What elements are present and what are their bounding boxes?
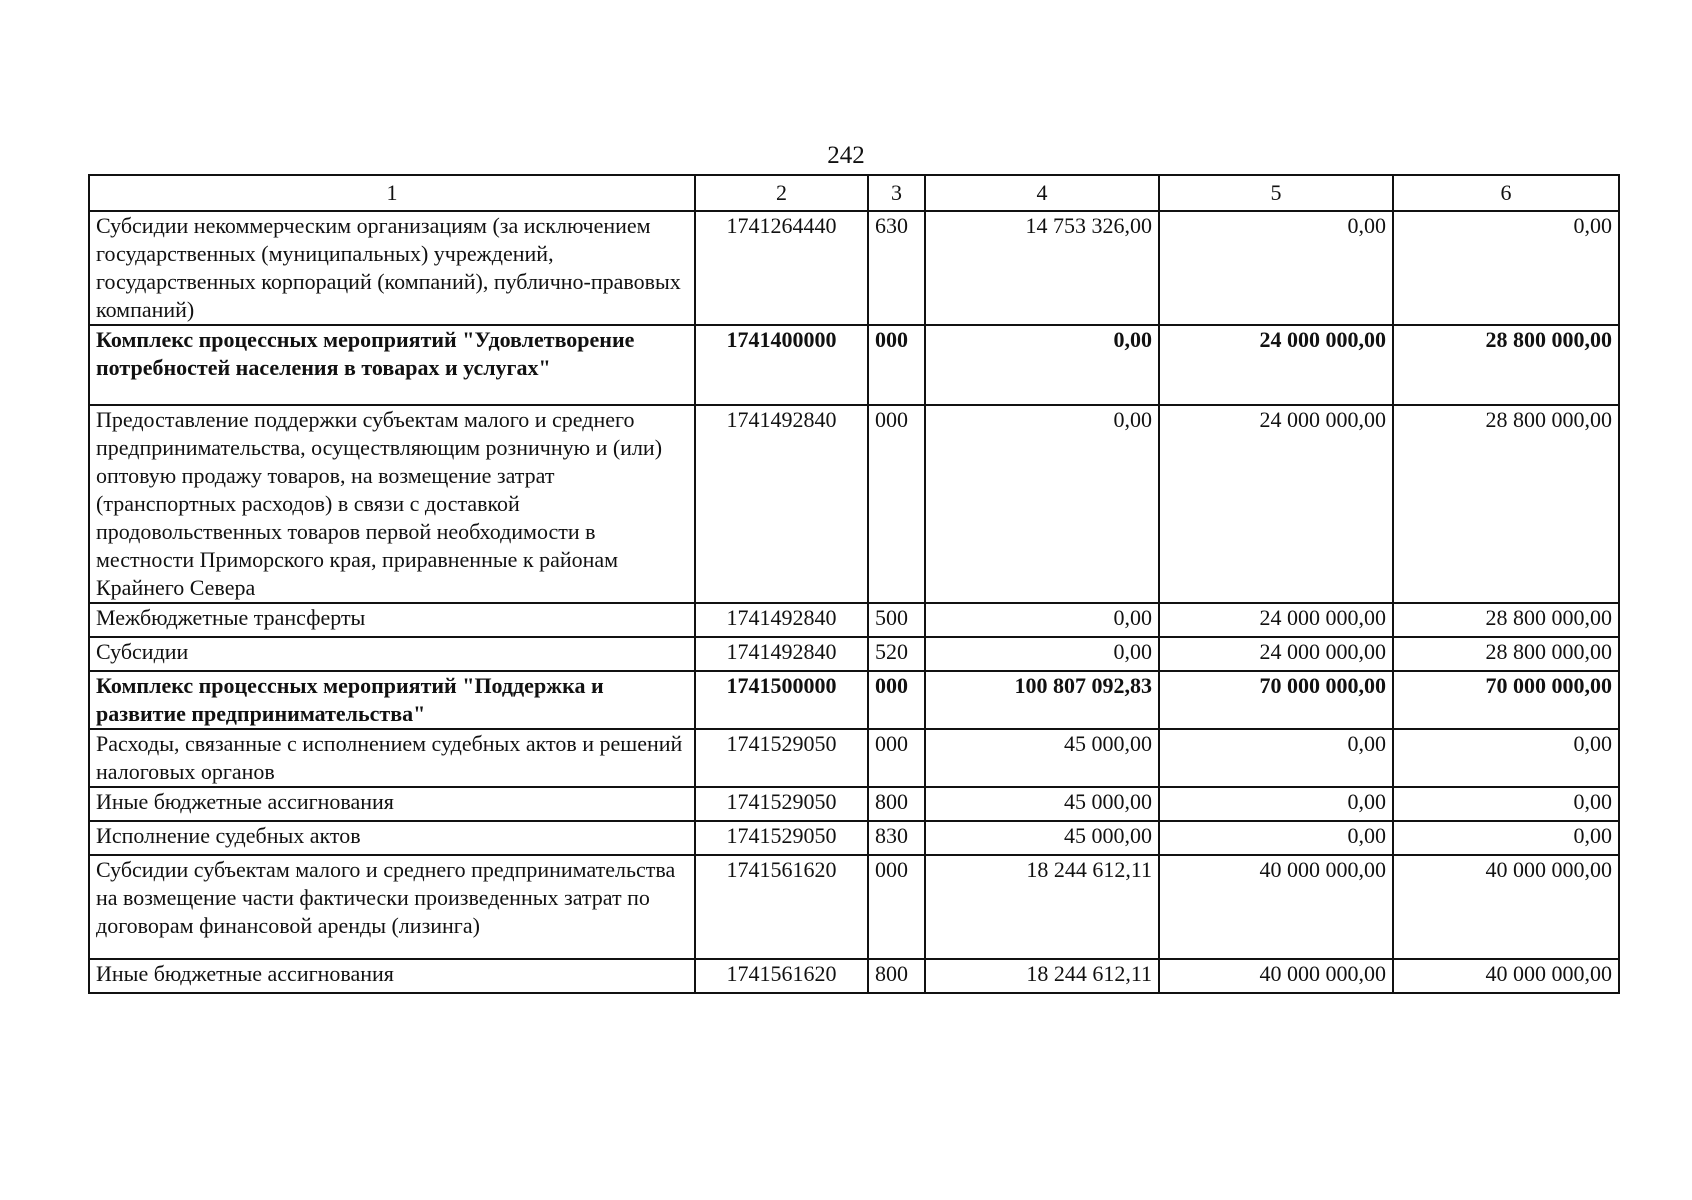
row-value-col5: 24 000 000,00 <box>1159 637 1393 671</box>
row-value-col5: 0,00 <box>1159 787 1393 821</box>
row-value-col4: 45 000,00 <box>925 729 1159 787</box>
row-code-cell: 1741561620 <box>695 959 868 993</box>
table-row <box>89 855 1619 959</box>
row-value-col6: 40 000 000,00 <box>1393 959 1619 993</box>
row-value-col4: 45 000,00 <box>925 821 1159 855</box>
row-code-cell: 1741500000 <box>695 671 868 729</box>
row-name-cell: Субсидии <box>89 637 695 671</box>
row-value-col6: 40 000 000,00 <box>1393 855 1619 959</box>
row-value-col4: 100 807 092,83 <box>925 671 1159 729</box>
row-value-col4: 45 000,00 <box>925 787 1159 821</box>
row-value-col5: 0,00 <box>1159 729 1393 787</box>
row-value-col6: 28 800 000,00 <box>1393 603 1619 637</box>
row-code-cell: 1741492840 <box>695 637 868 671</box>
row-name-cell: Иные бюджетные ассигнования <box>89 787 695 821</box>
table-row <box>89 603 1619 637</box>
row-vr-cell: 000 <box>868 729 925 787</box>
row-code-cell: 1741264440 <box>695 211 868 325</box>
row-value-col5: 0,00 <box>1159 211 1393 325</box>
row-vr-cell: 000 <box>868 325 925 405</box>
row-code-cell: 1741529050 <box>695 787 868 821</box>
column-header: 6 <box>1393 175 1619 211</box>
row-value-col4: 0,00 <box>925 405 1159 603</box>
row-value-col4: 0,00 <box>925 637 1159 671</box>
table-row <box>89 405 1619 603</box>
row-name-cell: Иные бюджетные ассигнования <box>89 959 695 993</box>
table-row <box>89 325 1619 405</box>
row-value-col5: 40 000 000,00 <box>1159 959 1393 993</box>
row-value-col4: 0,00 <box>925 603 1159 637</box>
row-code-cell: 1741492840 <box>695 603 868 637</box>
row-name-cell: Субсидии субъектам малого и среднего предпринимательства на возмещение части фактически произведенных затрат по договорам финансовой аренды (лизинга) <box>89 855 695 959</box>
row-vr-cell: 630 <box>868 211 925 325</box>
table-row <box>89 821 1619 855</box>
row-value-col6: 0,00 <box>1393 211 1619 325</box>
row-value-col5: 70 000 000,00 <box>1159 671 1393 729</box>
row-value-col6: 0,00 <box>1393 729 1619 787</box>
row-name-cell: Субсидии некоммерческим организациям (за исключением государственных (муниципальных) учреждений, государственных корпораций (компаний), публично-правовых компаний) <box>89 211 695 325</box>
column-header: 1 <box>89 175 695 211</box>
row-vr-cell: 800 <box>868 787 925 821</box>
budget-table <box>88 174 1620 994</box>
table-row <box>89 211 1619 325</box>
table-row <box>89 671 1619 729</box>
row-vr-cell: 800 <box>868 959 925 993</box>
row-name-cell: Комплекс процессных мероприятий "Поддержка и развитие предпринимательства" <box>89 671 695 729</box>
row-value-col5: 0,00 <box>1159 821 1393 855</box>
row-vr-cell: 000 <box>868 671 925 729</box>
table-row <box>89 729 1619 787</box>
row-value-col6: 0,00 <box>1393 787 1619 821</box>
row-value-col5: 24 000 000,00 <box>1159 603 1393 637</box>
row-name-cell: Исполнение судебных актов <box>89 821 695 855</box>
column-header: 5 <box>1159 175 1393 211</box>
row-code-cell: 1741492840 <box>695 405 868 603</box>
row-code-cell: 1741561620 <box>695 855 868 959</box>
row-value-col4: 0,00 <box>925 325 1159 405</box>
table-row <box>89 959 1619 993</box>
column-header: 4 <box>925 175 1159 211</box>
row-value-col4: 18 244 612,11 <box>925 959 1159 993</box>
column-header: 3 <box>868 175 925 211</box>
row-vr-cell: 500 <box>868 603 925 637</box>
row-vr-cell: 520 <box>868 637 925 671</box>
row-name-cell: Предоставление поддержки субъектам малого и среднего предпринимательства, осуществляющим розничную и (или) оптовую продажу товаров, на возмещение затрат (транспортных расходов) в связи с доставкой продовольственных товаров первой необходимости в местности Приморского края, приравненные к районам Крайнего Севера <box>89 405 695 603</box>
row-value-col5: 40 000 000,00 <box>1159 855 1393 959</box>
row-value-col5: 24 000 000,00 <box>1159 405 1393 603</box>
row-value-col6: 28 800 000,00 <box>1393 325 1619 405</box>
header-row <box>89 175 1619 211</box>
row-value-col6: 28 800 000,00 <box>1393 637 1619 671</box>
page-number: 242 <box>827 142 865 169</box>
row-value-col4: 18 244 612,11 <box>925 855 1159 959</box>
row-name-cell: Комплекс процессных мероприятий "Удовлетворение потребностей населения в товарах и услугах" <box>89 325 695 405</box>
table-row <box>89 637 1619 671</box>
row-code-cell: 1741400000 <box>695 325 868 405</box>
row-name-cell: Межбюджетные трансферты <box>89 603 695 637</box>
row-name-cell: Расходы, связанные с исполнением судебных актов и решений налоговых органов <box>89 729 695 787</box>
row-value-col6: 0,00 <box>1393 821 1619 855</box>
row-vr-cell: 830 <box>868 821 925 855</box>
row-vr-cell: 000 <box>868 855 925 959</box>
row-value-col4: 14 753 326,00 <box>925 211 1159 325</box>
row-value-col6: 70 000 000,00 <box>1393 671 1619 729</box>
row-vr-cell: 000 <box>868 405 925 603</box>
row-code-cell: 1741529050 <box>695 821 868 855</box>
column-header: 2 <box>695 175 868 211</box>
table-row <box>89 787 1619 821</box>
row-code-cell: 1741529050 <box>695 729 868 787</box>
row-value-col6: 28 800 000,00 <box>1393 405 1619 603</box>
row-value-col5: 24 000 000,00 <box>1159 325 1393 405</box>
